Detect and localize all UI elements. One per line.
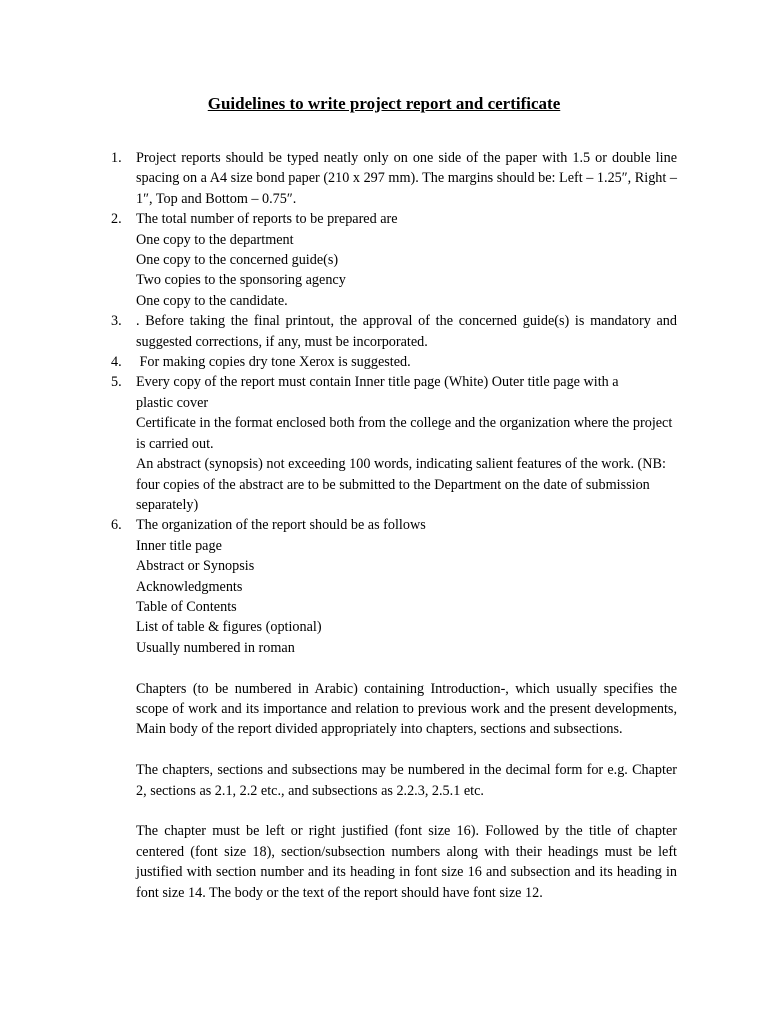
- list-paragraph: The chapter must be left or right justified (font size 16). Followed by the title of chapter centered (font size 18), section/subsection numbers along with their headings must be left justified with section number and its heading in font size 16 and subsection and its heading in font size 14. The body or the text of the report should have font size 12.: [136, 823, 677, 901]
- list-number: 6.: [111, 517, 122, 534]
- list-line: Abstract or Synopsis: [136, 558, 255, 575]
- list-line: List of table & figures (optional): [136, 619, 322, 636]
- list-number: 2.: [111, 211, 122, 228]
- paragraph-spacer: [136, 740, 677, 760]
- list-paragraph: The chapters, sections and subsections may be numbered in the decimal form for e.g. Chapter 2, sections as 2.1, 2.2 etc., and subsections as 2.2.3, 2.5.1 etc.: [136, 762, 677, 799]
- list-line: For making copies dry tone Xerox is suggested.: [136, 354, 411, 371]
- list-line: Acknowledgments: [136, 578, 243, 595]
- list-item: [111, 148, 677, 209]
- list-line: Usually numbered in roman: [136, 639, 295, 656]
- paragraph-spacer: [136, 801, 677, 821]
- list-line: Two copies to the sponsoring agency: [136, 272, 346, 289]
- list-line: One copy to the candidate.: [136, 292, 288, 309]
- list-item: [111, 209, 677, 311]
- paragraph-spacer: [136, 658, 677, 678]
- list-paragraph: Project reports should be typed neatly only on one side of the paper with 1.5 or double line spacing on a A4 size bond paper (210 x 297 mm). The margins should be: Left – 1.25″, Right – 1″, Top and Bottom – 0.75″.: [136, 150, 677, 207]
- list-line: The total number of reports to be prepared are: [136, 211, 398, 228]
- guidelines-list: [111, 148, 677, 903]
- list-number: 1.: [111, 150, 122, 166]
- list-line: An abstract (synopsis) not exceeding 100 words, indicating salient features of the work. (NB: four copies of the abstract are to be submitted to the Department on the date of submission separately): [136, 456, 666, 513]
- list-paragraph: . Before taking the final printout, the approval of the concerned guide(s) is mandatory and suggested corrections, if any, must be incorporated.: [136, 313, 677, 350]
- list-line: Certificate in the format enclosed both from the college and the organization where the project is carried out.: [136, 415, 673, 452]
- list-line: One copy to the department: [136, 231, 294, 248]
- list-number: 5.: [111, 374, 122, 391]
- list-paragraph: Chapters (to be numbered in Arabic) containing Introduction-, which usually specifies the scope of work and its importance and relation to previous work and the present developments, Main body of the report divided appropriately into chapters, sections and subsections.: [136, 680, 677, 738]
- list-item: [111, 372, 677, 515]
- list-line: Inner title page: [136, 537, 222, 554]
- list-item: [111, 311, 677, 352]
- list-line: The organization of the report should be as follows: [136, 517, 426, 534]
- document-title: Guidelines to write project report and certificate: [207, 94, 561, 113]
- list-line: One copy to the concerned guide(s): [136, 252, 339, 269]
- list-line: Table of Contents: [136, 598, 237, 615]
- list-line: Every copy of the report must contain Inner title page (White) Outer title page with a plastic cover: [136, 374, 619, 411]
- list-number: 4.: [111, 354, 122, 371]
- list-item: [111, 352, 677, 372]
- list-item: [111, 515, 677, 903]
- list-number: 3.: [111, 313, 122, 330]
